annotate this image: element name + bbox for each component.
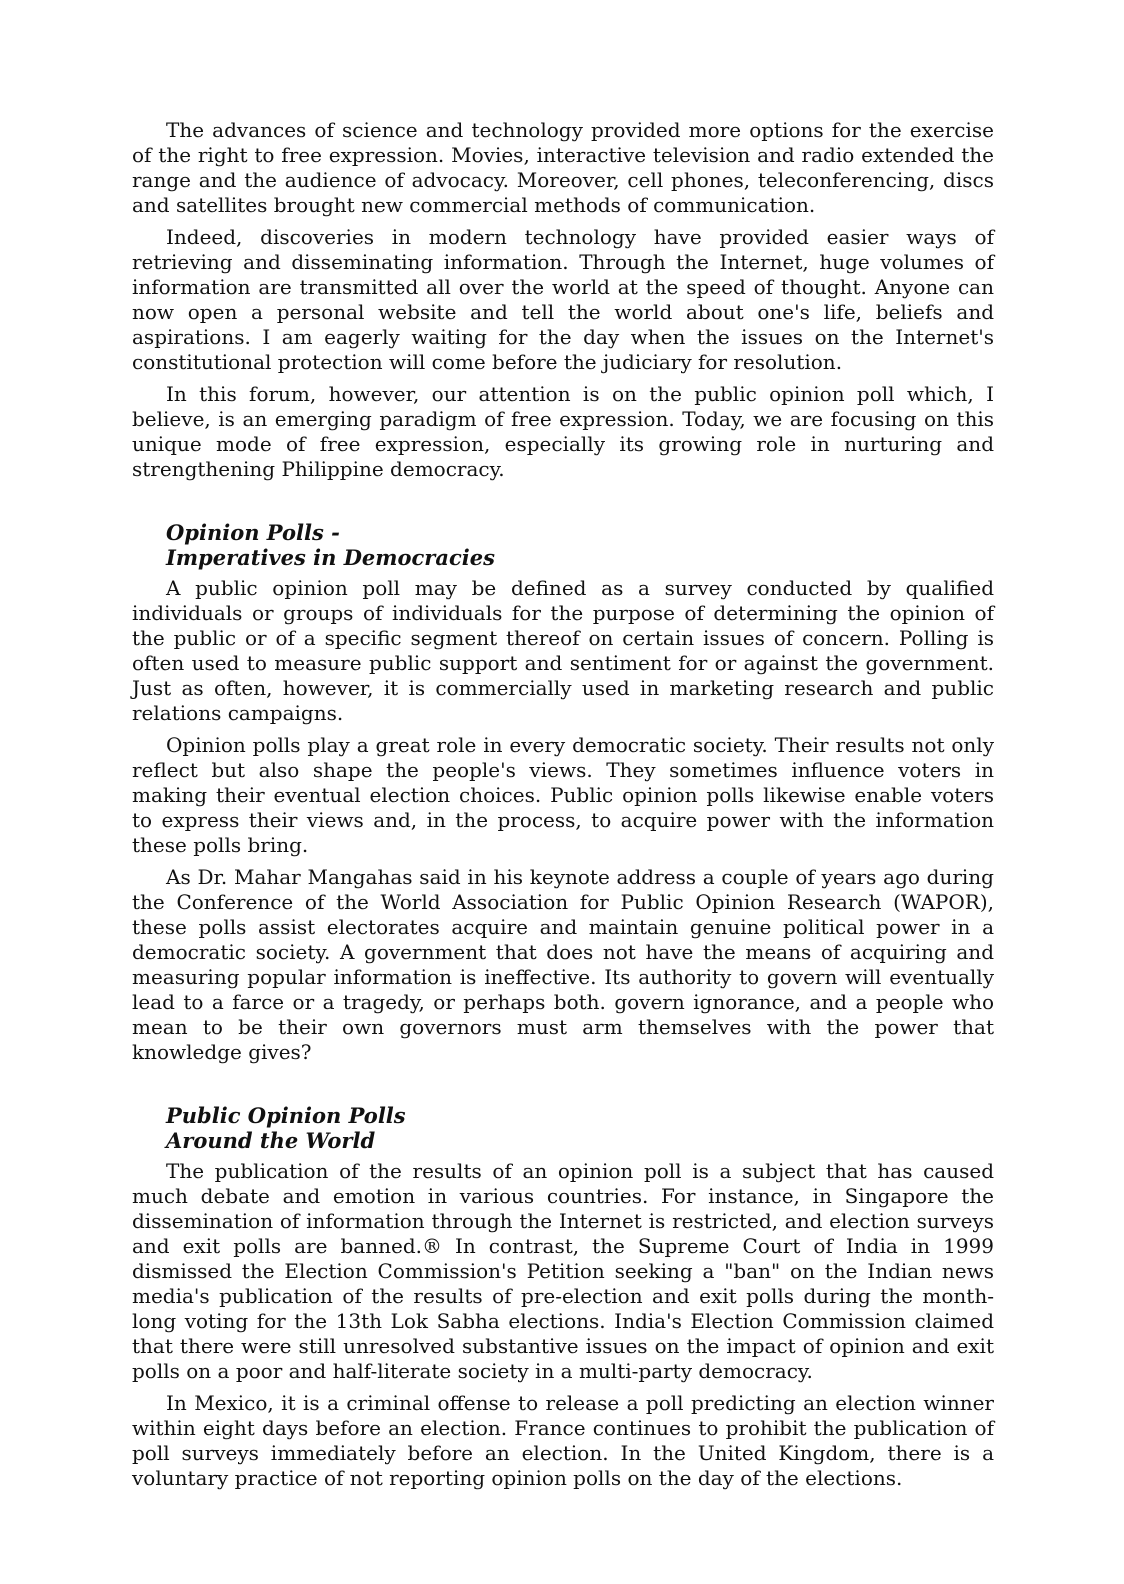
body-paragraph: Indeed, discoveries in modern technology have provided easier ways of retrieving and disseminating information. Through the Internet, huge volumes of information are transmitted all over the world at the speed of thought. Anyone can now open a personal website and tell the world about one's life, beliefs and aspirations. I am eagerly waiting for the day when the issues on the Internet's constitutional protection will come before the judiciary for resolution. [132,225,994,374]
section-heading-line: Around the World [166,1128,376,1153]
body-paragraph: In Mexico, it is a criminal offense to release a poll predicting an election winner within eight days before an election. France continues to prohibit the publication of poll surveys immediately before an election. In the United Kingdom, there is a voluntary practice of not reporting opinion polls on the day of the elections. [132,1391,994,1490]
intro-section [132,118,994,482]
body-paragraph: The advances of science and technology provided more options for the exercise of the right to free expression. Movies, interactive television and radio extended the range and the audience of advocacy. Moreover, cell phones, teleconferencing, discs and satellites brought new commercial methods of communication. [132,118,994,217]
document-page [132,118,994,1498]
section-polls-around-world [132,1103,994,1491]
section-heading [166,1103,994,1153]
body-paragraph: In this forum, however, our attention is on the public opinion poll which, I believe, is an emerging paradigm of free expression. Today, we are focusing on this unique mode of free expression, especially its growing role in nurturing and strengthening Philippine democracy. [132,382,994,481]
section-heading-line: Public Opinion Polls [166,1103,406,1128]
section-opinion-polls-imperatives [132,520,994,1065]
body-paragraph: A public opinion poll may be defined as a survey conducted by qualified individuals or groups of individuals for the purpose of determining the opinion of the public or of a specific segment thereof on certain issues of concern. Polling is often used to measure public support and sentiment for or against the government. Just as often, however, it is commercially used in marketing research and public relations campaigns. [132,576,994,725]
section-heading [166,520,994,570]
body-paragraph: As Dr. Mahar Mangahas said in his keynote address a couple of years ago during the Conference of the World Association for Public Opinion Research (WAPOR), these polls assist electorates acquire and maintain genuine political power in a democratic society. A government that does not have the means of acquiring and measuring popular information is ineffective. Its authority to govern will eventually lead to a farce or a tragedy, or perhaps both. govern ignorance, and a people who mean to be their own governors must arm themselves with the power that knowledge gives? [132,865,994,1064]
body-paragraph: The publication of the results of an opinion poll is a subject that has caused much debate and emotion in various countries. For instance, in Singapore the dissemination of information through the Internet is restricted, and election surveys and exit polls are banned.® In contrast, the Supreme Court of India in 1999 dismissed the Election Commission's Petition seeking a "ban" on the Indian news media's publication of the results of pre-election and exit polls during the month-long voting for the 13th Lok Sabha elections. India's Election Commission claimed that there were still unresolved substantive issues on the impact of opinion and exit polls on a poor and half-literate society in a multi-party democracy. [132,1159,994,1383]
body-paragraph: Opinion polls play a great role in every democratic society. Their results not only reflect but also shape the people's views. They sometimes influence voters in making their eventual election choices. Public opinion polls likewise enable voters to express their views and, in the process, to acquire power with the information these polls bring. [132,733,994,857]
section-heading-line: Opinion Polls - [166,520,340,545]
section-heading-line: Imperatives in Democracies [166,545,495,570]
